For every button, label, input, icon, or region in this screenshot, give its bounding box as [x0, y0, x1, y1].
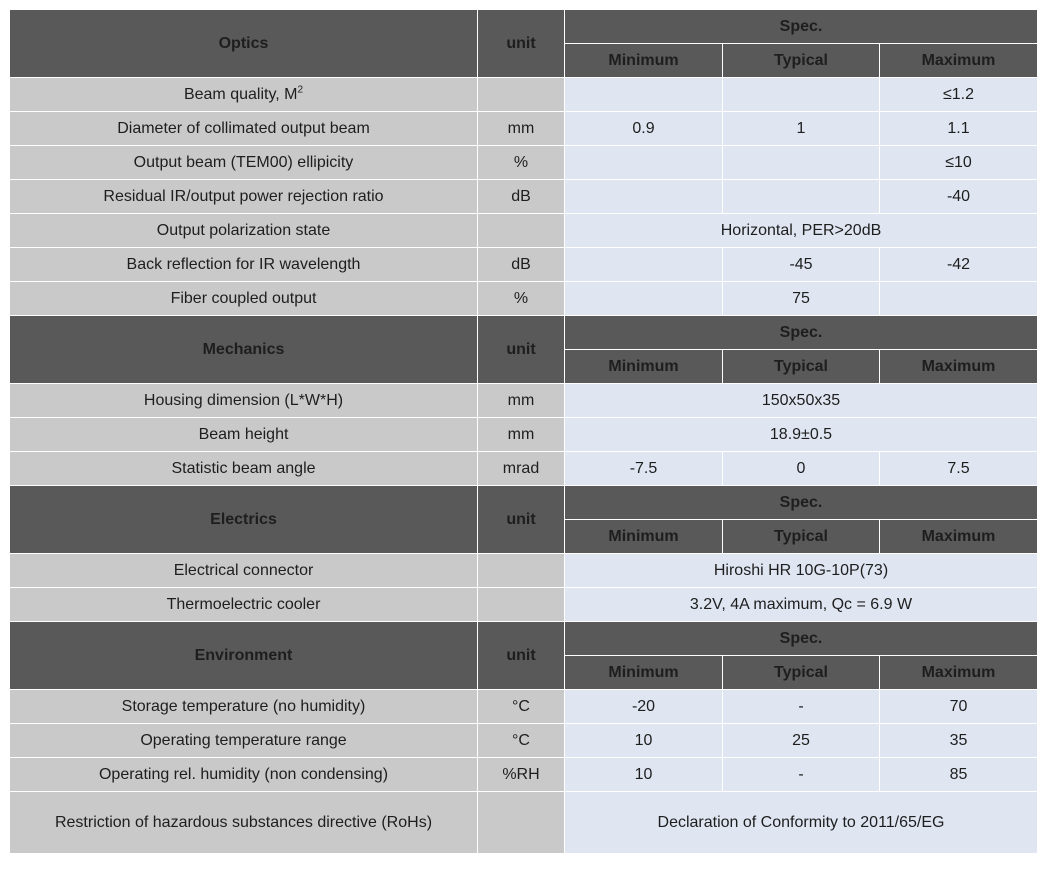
table-row [10, 554, 1038, 588]
column-header-maximum: Maximum [880, 350, 1038, 384]
column-header-typical: Typical [723, 350, 880, 384]
parameter-label: Electrical connector [173, 561, 314, 579]
spec-header: Spec. [565, 10, 1038, 44]
typical-value: 0 [723, 452, 880, 486]
section-title: Optics [10, 10, 478, 78]
maximum-value: -40 [880, 180, 1038, 214]
unit-header: unit [478, 486, 565, 554]
minimum-value: -7.5 [565, 452, 723, 486]
maximum-value [880, 282, 1038, 316]
spec-table-container [9, 9, 1038, 854]
spec-header: Spec. [565, 316, 1038, 350]
parameter-cell [10, 384, 478, 418]
minimum-value [565, 146, 723, 180]
typical-value: 1 [723, 112, 880, 146]
table-row [10, 758, 1038, 792]
parameter-label: Beam height [198, 425, 289, 443]
parameter-label: Operating temperature range [140, 731, 347, 749]
maximum-value: 70 [880, 690, 1038, 724]
parameter-cell [10, 282, 478, 316]
parameter-label: Restriction of hazardous substances directive (RoHs) [54, 813, 433, 831]
parameter-cell [10, 418, 478, 452]
maximum-value: 1.1 [880, 112, 1038, 146]
maximum-value: ≤1.2 [880, 78, 1038, 112]
unit-cell [478, 78, 565, 112]
parameter-label: Residual IR/output power rejection ratio [103, 187, 384, 205]
section-header-row [10, 486, 1038, 520]
table-row [10, 792, 1038, 854]
column-header-maximum: Maximum [880, 656, 1038, 690]
parameter-label: Housing dimension (L*W*H) [143, 391, 344, 409]
typical-value: -45 [723, 248, 880, 282]
unit-cell: mm [478, 384, 565, 418]
unit-cell [478, 214, 565, 248]
spec-header: Spec. [565, 622, 1038, 656]
parameter-cell [10, 452, 478, 486]
minimum-value: 0.9 [565, 112, 723, 146]
typical-value: 75 [723, 282, 880, 316]
column-header-minimum: Minimum [565, 656, 723, 690]
table-row [10, 180, 1038, 214]
table-row [10, 112, 1038, 146]
section-title: Environment [10, 622, 478, 690]
parameter-label: Storage temperature (no humidity) [121, 697, 366, 715]
maximum-value: 7.5 [880, 452, 1038, 486]
table-row [10, 588, 1038, 622]
unit-cell: mrad [478, 452, 565, 486]
spec-value-span: 18.9±0.5 [565, 418, 1038, 452]
parameter-cell [10, 146, 478, 180]
maximum-value: 35 [880, 724, 1038, 758]
parameter-cell [10, 588, 478, 622]
parameter-label: Statistic beam angle [171, 459, 316, 477]
spec-value-span: 150x50x35 [565, 384, 1038, 418]
minimum-value [565, 282, 723, 316]
table-row [10, 690, 1038, 724]
minimum-value: -20 [565, 690, 723, 724]
parameter-cell [10, 554, 478, 588]
parameter-label: Output polarization state [156, 221, 331, 239]
minimum-value [565, 180, 723, 214]
parameter-label: Output beam (TEM00) ellipicity [133, 153, 354, 171]
parameter-cell [10, 78, 478, 112]
unit-cell: mm [478, 418, 565, 452]
typical-value: - [723, 690, 880, 724]
spec-header: Spec. [565, 486, 1038, 520]
parameter-cell [10, 724, 478, 758]
table-row [10, 724, 1038, 758]
section-header-row [10, 622, 1038, 656]
parameter-label: Operating rel. humidity (non condensing) [98, 765, 389, 783]
spec-value-span: Declaration of Conformity to 2011/65/EG [565, 792, 1038, 854]
parameter-cell [10, 214, 478, 248]
maximum-value: 85 [880, 758, 1038, 792]
spec-value-span: 3.2V, 4A maximum, Qc = 6.9 W [565, 588, 1038, 622]
column-header-minimum: Minimum [565, 350, 723, 384]
parameter-label: Diameter of collimated output beam [117, 119, 370, 137]
typical-value [723, 180, 880, 214]
table-row [10, 78, 1038, 112]
unit-header: unit [478, 10, 565, 78]
specification-table [9, 9, 1038, 854]
unit-header: unit [478, 316, 565, 384]
minimum-value: 10 [565, 758, 723, 792]
parameter-cell [10, 112, 478, 146]
column-header-typical: Typical [723, 656, 880, 690]
parameter-superscript: 2 [297, 84, 304, 96]
maximum-value: ≤10 [880, 146, 1038, 180]
section-title: Mechanics [10, 316, 478, 384]
spec-value-span: Horizontal, PER>20dB [565, 214, 1038, 248]
unit-cell: % [478, 146, 565, 180]
unit-cell [478, 554, 565, 588]
section-header-row [10, 316, 1038, 350]
parameter-cell [10, 758, 478, 792]
typical-value [723, 78, 880, 112]
table-row [10, 248, 1038, 282]
table-row [10, 282, 1038, 316]
unit-cell: dB [478, 248, 565, 282]
table-row [10, 214, 1038, 248]
maximum-value: -42 [880, 248, 1038, 282]
section-title: Electrics [10, 486, 478, 554]
parameter-cell [10, 248, 478, 282]
unit-cell [478, 792, 565, 854]
typical-value [723, 146, 880, 180]
column-header-typical: Typical [723, 44, 880, 78]
unit-cell: °C [478, 690, 565, 724]
unit-header: unit [478, 622, 565, 690]
parameter-cell [10, 180, 478, 214]
typical-value: 25 [723, 724, 880, 758]
minimum-value [565, 248, 723, 282]
unit-cell: dB [478, 180, 565, 214]
spec-value-span: Hiroshi HR 10G-10P(73) [565, 554, 1038, 588]
table-row [10, 384, 1038, 418]
parameter-label: Beam quality, M [183, 85, 298, 103]
parameter-cell [10, 792, 478, 854]
table-row [10, 418, 1038, 452]
column-header-typical: Typical [723, 520, 880, 554]
minimum-value [565, 78, 723, 112]
unit-cell: % [478, 282, 565, 316]
typical-value: - [723, 758, 880, 792]
parameter-cell [10, 690, 478, 724]
unit-cell [478, 588, 565, 622]
section-header-row [10, 10, 1038, 44]
unit-cell: mm [478, 112, 565, 146]
column-header-maximum: Maximum [880, 44, 1038, 78]
parameter-label: Thermoelectric cooler [166, 595, 321, 613]
column-header-minimum: Minimum [565, 520, 723, 554]
minimum-value: 10 [565, 724, 723, 758]
table-row [10, 452, 1038, 486]
unit-cell: °C [478, 724, 565, 758]
unit-cell: %RH [478, 758, 565, 792]
parameter-label: Back reflection for IR wavelength [126, 255, 361, 273]
column-header-minimum: Minimum [565, 44, 723, 78]
parameter-label: Fiber coupled output [170, 289, 317, 307]
column-header-maximum: Maximum [880, 520, 1038, 554]
table-row [10, 146, 1038, 180]
